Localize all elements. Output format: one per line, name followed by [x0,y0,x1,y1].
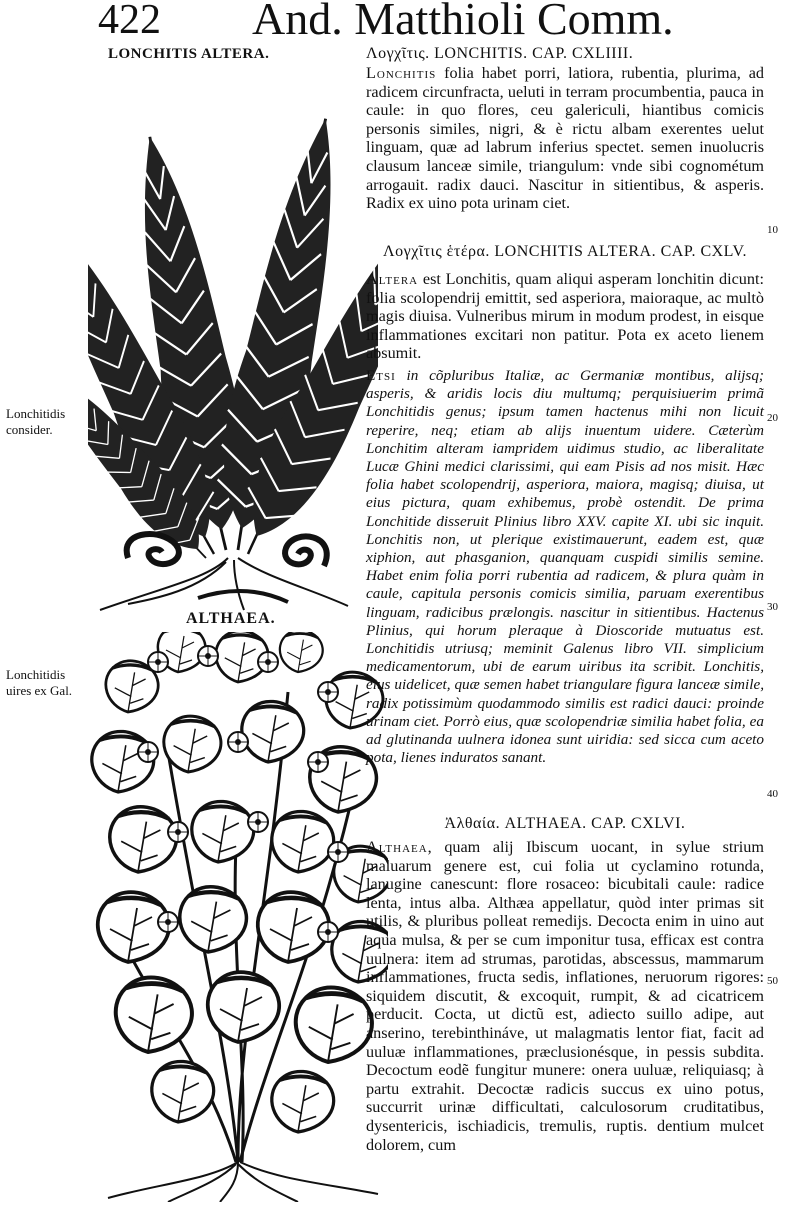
page-number: 422 [98,0,161,43]
althaea-woodcut-illustration [88,632,388,1202]
paragraph-text: folia habet porri, latiora, rubentia, plurima, ad radicem circunfracta, ueluti in terram procumbentia, pauca in caule: in quo flores, ceu galericuli, hiantibus comicis personis similes, nigri, & è rictu albam exerentes uelut linguam, quæ ad labrum inferius spectet. semen inuolucris clausum lanceæ simile, triangulum: vnde sibi cognométum arrogauit. radix dauci. Nascitur in sitientibus, & asperis. Radix ex uino pota urinam ciet. [366,64,764,213]
chapter-lonchitis-altera [366,242,764,767]
commentary-paragraph [366,367,764,767]
line-number: 20 [767,412,778,424]
figure-caption-lonchitis: LONCHITIS ALTERA. [108,46,270,62]
running-title: And. Matthioli Comm. [252,0,674,44]
paragraph [366,270,764,363]
paragraph-text: in cõpluribus Italiæ, ac Germaniæ montibus, alijsq; asperis, & aridis locis diu multumq; perquisiuerim primã Lonchitidis genus; ipsum tamen hactenus mihi non licuit reperire, neq; etiam ab alijs inuentum uidere. Cæterùm Lonchitim alteram iampridem uidimus studio, ac liberalitate Lucæ Ghini medici clarissimi, qui eam Pisis ad nos misit. Hæc folia habet scolopendrij, asperiora, maiora, magisq; diuisa, ut eius pictura, quam exhibemus, probè ostendit. De prima Lonchitide disseruit Plinius libro XXV. capite XI. ubi sic inquit. Lonchitis non, ut plerique existimauerunt, eadem est, quæ xiphion, aut phasganion, quanquam cuspidi similis semine. Habet enim folia porri rubentia ad radicem, & plura quàm in caule, capitula personis comicis similia, paruam exerentibus linguam, radicibus prælongis. nascitur in sitientibus. Hactenus Plinius, qui horum pleraque à Dioscoride mutuatus est. Lonchitidis utriusq; meminit Galenus libro VII. simplicium medicamentorum, ubi de earum uiribus ita scribit. Lonchitis, eius uidelicet, quæ semen habet triangulare figura lanceæ simile, radix potissimùm quodammodo similis est radici dauci: proinde urinam ciet. Porrò eius, quæ scolopendriæ similia habet folia, ea ad glutinanda uulnera idonea sunt uiridia: sed sicca cum aceto pota, lienes induratos sanant. [366,366,764,767]
margin-note-consider: Lonchitidis consider. [6,406,66,437]
lead-word: Lonchitis [366,64,437,82]
lead-word: Altera [366,270,419,288]
chapter-heading: Λογχῖτις ἑτέρα. LONCHITIS ALTERA. CAP. CXLV. [383,243,747,260]
lead-word: Etsi [366,366,396,384]
paragraph-text: , quam alij Ibiscum uocant, in sylue strium maluarum genere est, cui folia ut cyclamino rotunda, lanugine canescunt: flore rosaceo: bicubitali caule: radice lenta, intus alba. Althæa appellatur, quòd inter primas sit utilis, & pluribus polleat remedijs. Decocta enim in uino aut aqua mulsa, & per se cum imponitur tusa, efficax est contra uulnera: item ad strumas, parotidas, abscessus, mammarum inflammationes, fructa sedis, inflationes, neruorum rigores: siquidem discutit, & excoquit, rumpit, & ad cicatricem perducit. Cocta, ut dictũ est, adiecto suillo adipe, aut anserino, terebinthináve, ut malagmatis lentor fiat, facit ad uuluæ inflammationes, præclusionésque, in pessis subdita. Decoctum eodẽ fungitur munere: onera uuluæ, reliquiasq; à partu extrahit. Decoctæ radicis succus ex uino potus, succurrit urinæ difficultati, calculosorum cruditatibus, dysentericis, ischiadicis, tremulis, ruptis. dentium mulcet dolorem, cum [366,838,764,1154]
line-number: 40 [767,788,778,800]
figure-caption-althaea: ALTHAEA. [186,610,276,627]
line-number: 50 [767,975,778,987]
paragraph [366,64,764,213]
chapter-heading: Ἀλθαία. ALTHAEA. CAP. CXLVI. [444,815,686,832]
paragraph [366,838,764,1154]
line-number: 10 [767,224,778,236]
margin-note-uires: Lonchitidis uires ex Gal. [6,667,73,698]
chapter-lonchitis [366,44,764,213]
lead-word: Althaea [366,838,428,856]
lonchitis-woodcut-illustration [88,58,378,614]
chapter-heading: Λογχῖτις. LONCHITIS. CAP. CXLIIII. [366,45,634,62]
paragraph-text: est Lonchitis, quam aliqui asperam lonchitin dicunt: folia scolopendrij emittit, sed asperiora, maioraque, ac multò magis diuisa. Vulneribus mirum in modum prodest, in eisque inflammationes excitari non patitur. Pota ex aceto lienem absumit. [366,270,764,363]
line-number: 30 [767,601,778,613]
chapter-althaea [366,814,764,1154]
